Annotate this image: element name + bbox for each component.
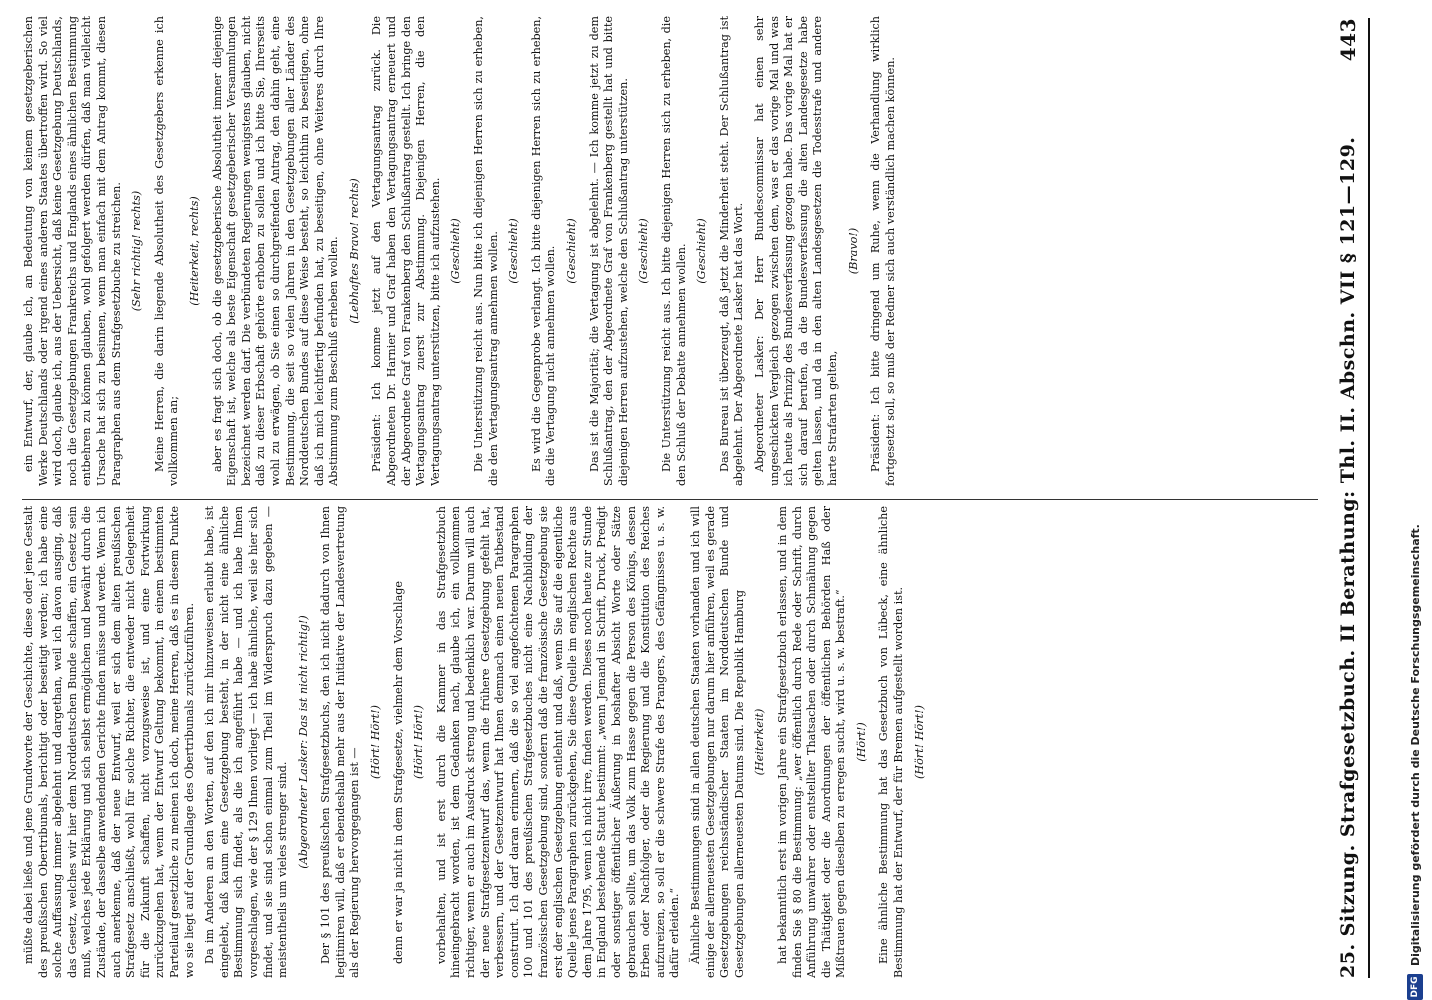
interjection: (Bravo!) [846,227,860,275]
paragraph: Der § 101 des preußischen Strafgesetzbuchs, den ich nicht dadurch von Ihnen legitimiren will, daß er ebendeshalb mehr aus der Initiative der Landesvertretung als der Regierung hervorgegangen ist — [319,506,362,978]
paragraph: Die Unterstützung reicht aus. Nun bitte ich diejenigen Herren sich zu erheben, die den Vertagungsantrag annehmen wollen. [472,16,500,486]
dfg-logo: DFG [1407,974,1423,1000]
paragraph: Es wird die Gegenprobe verlangt. Ich bitte diejenigen Herren sich zu erheben, die die Vertagung nicht annehmen wollen. [529,16,558,486]
paragraph: hat bekanntlich erst im vorigen Jahre ein Strafgesetzbuch erlassen, und in dem finden Sie § 80 die Bestimmung: „wer öffentlich durch Rede oder Schrift, durch Anführung unwahrer oder entstellter Thatsachen oder durch Schmähung gegen die Thätigkeit oder die Anordnungen der öffentlichen Behörden Haß oder Mißtrauen gegen dieselben zu erregen sucht, wird u. s. w. bestraft.“ [775,506,848,978]
interjection: (Abgeordneter Lasker: Das ist nicht richtig!) [296,615,310,869]
digitization-footer [1404,0,1426,1000]
interjection: (Geschieht) [637,218,651,284]
interjection: (Geschieht) [695,218,709,284]
paragraph: Ähnliche Bestimmungen sind in allen deutschen Staaten vorhanden und ich will einige der allerneuesten Gesetzgebungen nur darum hier anführen, weil es gerade Gesetzgebungen reichsständischer Staaten im Norddeutschen Bunde und Gesetzgebungen allerneuesten Datums sind. Die Republik Hamburg [688,506,746,978]
paragraph: Die Unterstützung reicht aus. Ich bitte diejenigen Herren sich zu erheben, die den Schluß der Debatte annehmen wollen. [659,16,688,486]
paragraph: aber es fragt sich doch, ob die gesetzgeberische Absolutheit immer diejenige Eigenschaft ist, welche als beste Eigenschaft gesetzgeberischer Versammlungen bezeichnet werden darf. Die verbündeten Regierungen wenigstens glauben, nicht daß zu dieser Erbschaft gehörte erhoben zu sollen und ich bitte Sie, Ihrerseits wohl zu erwägen, ob Sie einen so durchgreifenden Antrag, den dahin geht, eine Bestimmung, die seit so vielen Jahren in den Gesetzgebungen aller Länder des Norddeutschen Bundes auf diese Weise besteht, so leichthin zu beseitigen, ohne daß ich mich leichtfertig befunden hat, zu beseitigen, ohne Weiteres durch Ihre Abstimmung zum Beschluß erheben wollen. [210,16,341,486]
interjection: (Lebhaftes Bravo! rechts) [347,178,361,324]
interjection: (Hört!) [854,722,868,762]
interjection: (Geschieht) [565,218,578,284]
paragraph: Abgeordneter Lasker: Der Herr Bundescommissar hat einen sehr ungeschickten Vergleich gezogen zwischen dem, was er das vorige Mal und was ich heute als Prinzip des Bundesverfassung gezogen habe. Das vorige Mal hat er sich darauf berufen, da die Bundesverfassung die alten Landesgesetze habe gelten lassen, und da in den alten Landesgesetzen die Todesstrafe und andere harte Strafarten gelten, [752,16,839,486]
paragraph: Das ist die Majorität; die Vertagung ist abgelehnt. — Ich komme jetzt zu dem Schlußantrag, den der Abgeordnete Graf von Frankenberg gestellt hat und bitte diejenigen Herren aufzustehen, welche den Schlußantrag unterstützen. [587,16,630,486]
paragraph: ein Entwurf, der, glaube ich, an Bedeutung von keinem gesetzgeberischen Werke Deutschlands oder irgend eines anderen Staates übertroffen wird. So viel wird doch, glaube ich, aus der Uebersicht, daß keine Gesetzgebung Deutschlands, noch die Gesetzgebungen Frankreichs und Englands eines ähnlichen Bestimmung entbehren zu können glauben, wohl gefolgert werden dürfen, daß man vielleicht Ursache hat sich zu besinnen, wenn man einfach mit dem Antrag kommt, diesen Paragraphen aus dem Strafgesetzbuche zu streichen. [22,16,123,486]
paragraph: müßte dabei ließe und jene Grundworte der Geschichte, diese oder jene Gestalt des preußischen Obertribunals, berichtigt oder beseitigt werden; ich habe eine solche Auffassung immer abgelehnt und dargethan, weil ich davon ausging, daß das Gesetz, welches wir hier dem Norddeutschen Bunde schaffen, ein Gesetz sein muß, welches jede Erklärung und sich selbst ermöglichen und bewährt durch die Zustände, der dasselbe anwendenden Gerichte finden müsse und werde. Wenn ich auch anerkenne, daß der neue Entwurf, weil er sich dem alten preußischen Strafgesetz anschließt, wohl für solche Richter, die entweder nicht Gelegenheit für die Zukunft schaffen, nicht vorzugsweise ist, und eine Fortwirkung zurückzugehen hat, wenn der Entwurf Geltung bekommt, in einem bestimmten Parteilauf gesetzliche zu meinen ich doch, meine Herren, daß es in diesem Punkte wo sie liegt auf der Grundlage des Obertribunals zurückzuführen. [22,506,196,978]
page-header-title: 25. Sitzung. Strafgesetzbuch. II Berathung: Thl. II. Abschn. VII § 121—129. [1337,136,1359,978]
paragraph: Eine ähnliche Bestimmung hat das Gesetzbuch von Lübeck, eine ähnliche Bestimmung hat der Entwurf, der für Bremen aufgestellt worden ist. [877,506,906,978]
interjection: (Sehr richtig! rechts) [130,190,144,312]
paragraph: Da im Anderen an den Worten, auf den ich mir hinzuweisen erlaubt habe, ist eingelebt, daß kaum eine Gesetzgebung besteht, in der nicht eine ähnliche Bestimmung sich findet, als die ich angeführt habe — und ich habe Ihnen vorgeschlagen, wie der § 129 Ihnen vorliegt — ich habe ähnliche, weil sie hier sich findet, und sie sind schon einmal zum Theil im Widerspruch dazu gegeben — meistentheils um vieles strenger sind. [203,506,290,978]
page-number: 443 [1336,18,1360,62]
footer-credit: Digitalisierung gefördert durch die Deutsche Forschungsgemeinschaft. [1408,524,1422,966]
interjection: (Hört! Hört!) [912,705,926,779]
interjection: (Geschieht) [449,218,463,284]
paragraph: Präsident: Ich komme jetzt auf den Vertagungsantrag zurück. Die Abgeordneten Dr. Harnier und Graf haben den Vertagungsantrag erneuert und der Abgeordnete Graf von Frankenberg den Schlußantrag gestellt. Ich bringe den Vertagungsantrag zuerst zur Abstimmung. Diejenigen Herren, die den Vertagungsantrag unterstützen, bitte ich aufzustehen. [370,16,442,486]
interjection: (Hört! Hört!) [412,705,426,779]
paragraph: vorbehalten, und ist erst durch die Kammer in das Strafgesetzbuch hineingebracht worden, ist dem Gedanken nach, glaube ich, ein vollkommen richtiger, wenn er auch im Ausdruck streng und bedenklich war. Darum will auch der neue Strafgesetzentwurf das, wenn die frühere Gesetzgebung gefehlt hat, verbessern, und der Gesetzentwurf hat Ihnen demnach einen neuen Tatbestand construirt. Ich darf daran erinnern, daß die so viel angefochtenen Paragraphen 100 und 101 des preußischen Strafgesetzbuches nicht eine Nachbildung der französischen Gesetzgebung sind, sondern daß die französische Gesetzgebung sie erst der englischen Gesetzgebung entlehnt und daß, wenn Sie auf die eigentliche Quelle jenes Paragraphen zurückgehen, Sie diese Quelle im englischen Rechte aus dem Jahre 1795, wenn ich nicht irre, finden werden. Dieses noch heute zur Stunde in England bestehende Statut bestimmt: „wenn Jemand in Schrift, Druck, Predigt oder sonstiger öffentlicher Äußerung in boshafter Absicht Worte oder Sätze gebrauchen sollte, um das Volk zum Hasse gegen die Person des Königs, dessen Erben oder Nachfolger, oder die Regierung und die Konstitution des Reiches aufzureizen, so soll er die schwere Strafe des Prangers, des Gefängnisses u. s. w. dafür erleiden.“ [434,506,682,978]
left-text-column [22,506,1318,978]
interjection: (Heiterkeit) [753,708,767,776]
interjection: (Heiterkeit, rechts) [187,196,201,306]
interjection: (Geschieht) [507,218,521,284]
interjection: (Hört! Hört!) [369,705,383,779]
paragraph: Das Bureau ist überzeugt, daß jetzt die Minderheit steht. Der Schlußantrag ist abgelehnt. Der Abgeordnete Lasker hat das Wort. [717,16,746,486]
page-header [1328,18,1370,978]
paragraph: Präsident: Ich bitte dringend um Ruhe, wenn die Verhandlung wirklich fortgesetzt soll, so muß der Redner sich auch verständlich machen können. [869,16,897,486]
paragraph: Meine Herren, die darin liegende Absolutheit des Gesetzgebers erkenne ich vollkommen an; [152,16,181,486]
column-divider [22,499,1318,500]
right-text-column [22,16,1318,486]
paragraph: denn er war ja nicht in dem Strafgesetze, vielmehr dem Vorschlage [391,580,405,964]
